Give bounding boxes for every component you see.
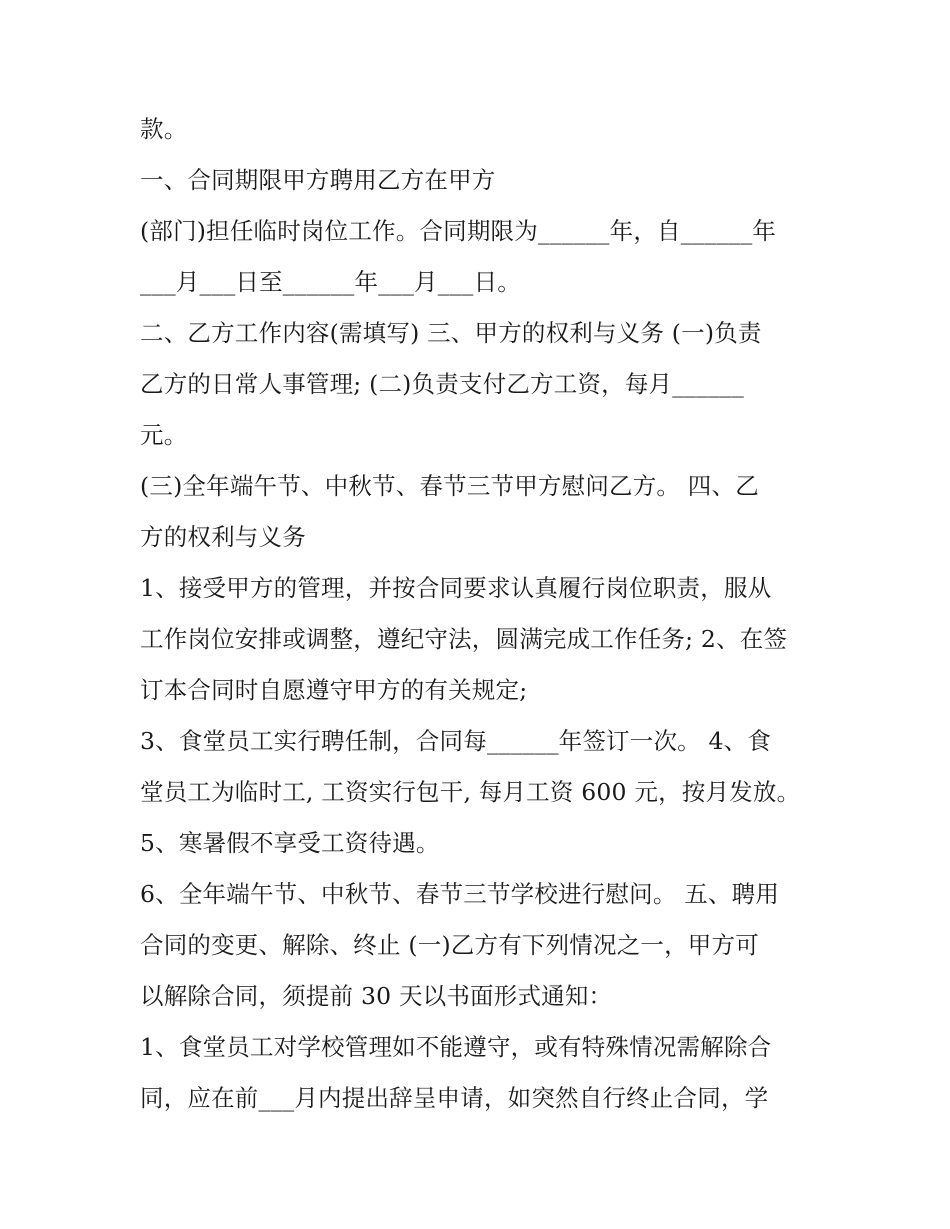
text-line: 元。 (140, 421, 188, 449)
contract-body (140, 104, 830, 1124)
text-line: 合同的变更、解除、终止 (一)乙方有下列情况之一，甲方可 (140, 931, 759, 959)
text-line: 二、乙方工作内容(需填写) 三、甲方的权利与义务 (一)负责 (140, 319, 762, 347)
text-line: 1、接受甲方的管理，并按合同要求认真履行岗位职责，服从 (140, 574, 772, 602)
text-line: 3、食堂员工实行聘任制，合同每______年签订一次。 4、食 (140, 727, 772, 755)
text-line: 订本合同时自愿遵守甲方的有关规定; (140, 676, 528, 704)
text-line: 工作岗位安排或调整，遵纪守法，圆满完成工作任务; 2、在签 (140, 625, 788, 653)
text-line: 1、食堂员工对学校管理如不能遵守，或有特殊情况需解除合 (140, 1033, 772, 1061)
text-line: 方的权利与义务 (140, 523, 306, 551)
text-line: 款。 (140, 115, 188, 143)
text-line: (部门)担任临时岗位工作。合同期限为______年，自______年 (140, 217, 777, 245)
text-line: 同，应在前___月内提出辞呈申请，如突然自行终止合同，学 (140, 1084, 769, 1112)
text-line: 以解除合同，须提前 30 天以书面形式通知： (140, 982, 613, 1010)
text-line: 乙方的日常人事管理; (二)负责支付乙方工资，每月______ (140, 370, 744, 398)
text-line: ___月___日至______年___月___日。 (140, 268, 521, 296)
text-line: 堂员工为临时工, 工资实行包干, 每月工资 600 元，按月发放。 (140, 778, 801, 806)
text-line: 一、合同期限甲方聘用乙方在甲方 (140, 166, 496, 194)
text-line: 5、寒暑假不享受工资待遇。 (140, 829, 440, 857)
text-line: (三)全年端午节、中秋节、春节三节甲方慰问乙方。 四、乙 (140, 472, 759, 500)
text-line: 6、全年端午节、中秋节、春节三节学校进行慰问。 五、聘用 (140, 880, 780, 908)
